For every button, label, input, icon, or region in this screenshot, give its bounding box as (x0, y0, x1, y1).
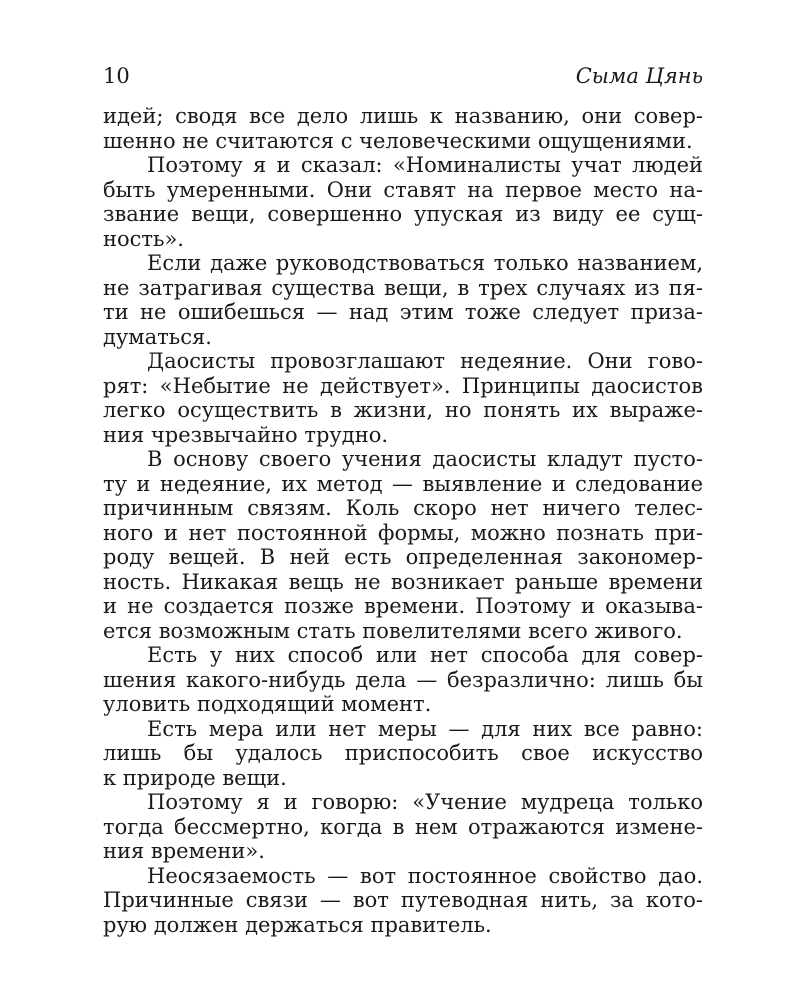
text-line: Есть мера или нет меры — для них все равно: (147, 716, 703, 741)
page-number: 10 (103, 64, 130, 88)
text-line: не затрагивая существа вещи, в трех случаях из пя- (103, 275, 703, 300)
text-line: Неосязаемость — вот постоянное свойство дао. (147, 863, 703, 888)
paragraph (103, 717, 703, 791)
text-line: шения какого-нибудь дела — безразлично: лишь бы (103, 667, 703, 692)
text-line: В основу своего учения даосисты кладут пусто- (147, 447, 703, 471)
text-line: тогда бессмертно, когда в нем отражаются измене- (103, 814, 703, 839)
running-head: Сыма Цянь (575, 64, 703, 88)
paragraph (103, 153, 703, 251)
paragraph (103, 643, 703, 717)
paragraph (103, 251, 703, 349)
text-line: Есть у них способ или нет способа для совер- (147, 643, 703, 667)
text-line: ту и недеяние, их метод — выявление и следование (103, 471, 703, 496)
paragraph (103, 790, 703, 864)
text-line: ется возможным стать повелителями всего живого. (103, 618, 683, 643)
text-line: ния чрезвычайно трудно. (103, 422, 389, 447)
text-line: ного и нет постоянной формы, можно познать при- (103, 520, 703, 545)
text-line: Поэтому я и сказал: «Номиналисты учат людей (147, 153, 703, 177)
text-line: шенно не считаются с человеческими ощущениями. (103, 128, 693, 153)
text-line: быть умеренными. Они ставят на первое место на- (103, 177, 703, 202)
text-line: Если даже руководствоваться только названием, (147, 251, 703, 275)
text-line: звание вещи, совершенно упуская из виду ее сущ- (103, 202, 703, 226)
text-line: легко осуществить в жизни, но понять их выраже- (103, 398, 703, 422)
text-line: и не создается позже времени. Поэтому и оказыва- (103, 594, 703, 618)
paragraph (103, 104, 703, 153)
text-line: лишь бы удалось приспособить свое искусство (103, 741, 703, 765)
text-line: ность». (103, 226, 184, 251)
paragraph (103, 864, 703, 938)
paragraph (103, 349, 703, 447)
paragraph (103, 447, 703, 643)
text-line: ти не ошибешься — над этим тоже следует приза- (103, 300, 703, 324)
text-line: Причинные связи — вот путеводная нить, за кото- (103, 888, 703, 912)
text-line: причинным связям. Коль скоро нет ничего телес- (103, 496, 703, 520)
text-line: уловить подходящий момент. (103, 692, 432, 716)
text-line: Даосисты провозглашают недеяние. Они гово- (147, 349, 703, 373)
text-line: Поэтому я и говорю: «Учение мудреца только (147, 790, 703, 814)
text-line: думаться. (103, 324, 212, 349)
text-line: рят: «Небытие не действует». Принципы даосистов (103, 373, 703, 398)
text-line: к природе вещи. (103, 765, 287, 790)
text-line: роду вещей. В ней есть определенная закономер- (103, 545, 703, 569)
body-text (103, 104, 703, 937)
text-line: идей; сводя все дело лишь к названию, они совер- (103, 104, 703, 128)
text-line: рую должен держаться правитель. (103, 912, 492, 937)
text-line: ния времени». (103, 839, 265, 863)
text-line: ность. Никакая вещь не возникает раньше времени (103, 569, 703, 594)
page-header (103, 61, 703, 91)
